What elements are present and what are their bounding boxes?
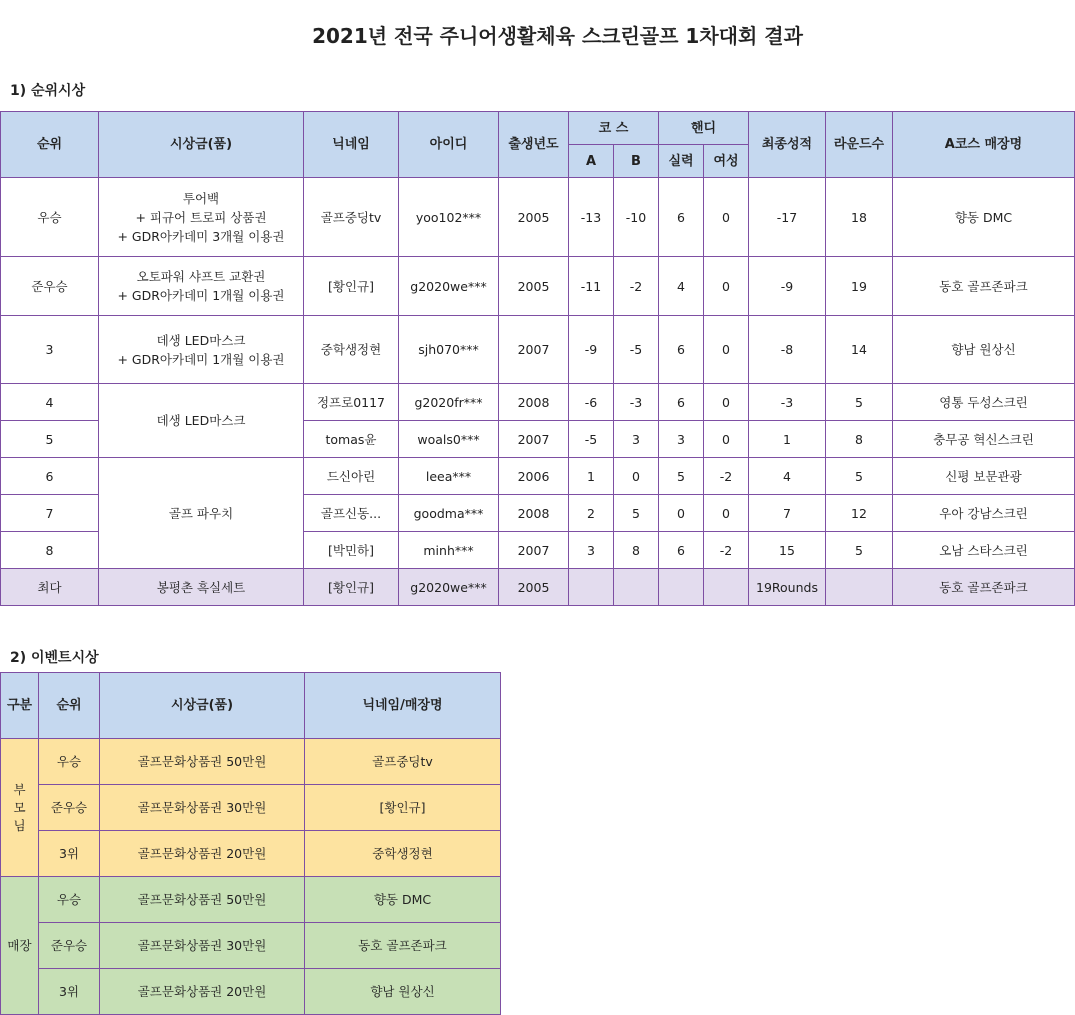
store-cell: 영통 두성스크린 (893, 384, 1075, 421)
rounds-cell (826, 569, 893, 606)
id-cell: sjh070*** (399, 316, 499, 384)
table-row (1, 384, 1075, 421)
course-b-cell: 5 (614, 495, 659, 532)
final-cell: -8 (749, 316, 826, 384)
store-cell: 신평 보문관광 (893, 458, 1075, 495)
rounds-cell: 5 (826, 458, 893, 495)
name-cell: 중학생정현 (305, 831, 501, 877)
table-row (1, 785, 501, 831)
store-cell: 향동 DMC (893, 178, 1075, 257)
course-b-cell: 3 (614, 421, 659, 458)
prize-line: 오토파워 샤프트 교환권 (136, 269, 266, 284)
course-b-cell: 8 (614, 532, 659, 569)
final-cell: 7 (749, 495, 826, 532)
female-cell (704, 569, 749, 606)
prize-cell: 골프문화상품권 20만원 (100, 831, 305, 877)
birth-cell: 2007 (499, 316, 569, 384)
prize-cell: 골프문화상품권 30만원 (100, 923, 305, 969)
final-cell: 15 (749, 532, 826, 569)
rank-cell: 우승 (1, 178, 99, 257)
rank-cell: 준우승 (1, 257, 99, 316)
prize-cell: 골프문화상품권 50만원 (100, 739, 305, 785)
prize-line: + GDR아카데미 1개월 이용권 (117, 351, 285, 367)
final-cell: 19Rounds (749, 569, 826, 606)
nickname-cell: 정프로0117 (304, 384, 399, 421)
store-cell: 오남 스타스크린 (893, 532, 1075, 569)
header-female: 여성 (704, 145, 749, 178)
course-b-cell: -2 (614, 257, 659, 316)
table-row (1, 877, 501, 923)
name-cell: 동호 골프존파크 (305, 923, 501, 969)
birth-cell: 2005 (499, 257, 569, 316)
rank-cell: 7 (1, 495, 99, 532)
rounds-cell: 12 (826, 495, 893, 532)
rounds-cell: 14 (826, 316, 893, 384)
final-cell: -9 (749, 257, 826, 316)
female-cell: 0 (704, 316, 749, 384)
rank-cell: 준우승 (39, 785, 100, 831)
event-table (0, 672, 501, 1015)
female-cell: 0 (704, 178, 749, 257)
section-heading-event: 2) 이벤트시상 (10, 650, 99, 666)
rounds-cell: 5 (826, 384, 893, 421)
store-cell: 향남 원상신 (893, 316, 1075, 384)
skill-cell: 6 (659, 178, 704, 257)
rank-cell: 5 (1, 421, 99, 458)
rank-cell: 4 (1, 384, 99, 421)
table-row (1, 178, 1075, 257)
prize-cell: 골프문화상품권 30만원 (100, 785, 305, 831)
female-cell: -2 (704, 458, 749, 495)
table-row (1, 831, 501, 877)
skill-cell: 4 (659, 257, 704, 316)
header-skill: 실력 (659, 145, 704, 178)
nickname-cell: 중학생정현 (304, 316, 399, 384)
birth-cell: 2005 (499, 178, 569, 257)
table-row (1, 316, 1075, 384)
header-rounds: 라운드수 (826, 112, 893, 178)
course-a-cell: 3 (569, 532, 614, 569)
skill-cell: 5 (659, 458, 704, 495)
id-cell: yoo102*** (399, 178, 499, 257)
prize-line: + 피규어 트로피 상품권 (135, 209, 267, 225)
group-char: 부 (13, 781, 26, 797)
course-b-cell: -5 (614, 316, 659, 384)
group-store-cell: 매장 (1, 877, 39, 1015)
prize-cell (99, 178, 304, 257)
nickname-cell: 골프신동... (304, 495, 399, 532)
rounds-cell: 5 (826, 532, 893, 569)
id-cell: leea*** (399, 458, 499, 495)
name-cell: [황인규] (305, 785, 501, 831)
name-cell: 향동 DMC (305, 877, 501, 923)
most-rounds-row (1, 569, 1075, 606)
nickname-cell: [황인규] (304, 569, 399, 606)
group-char: 모 (13, 799, 26, 815)
group-parent-cell (1, 739, 39, 877)
prize-cell (99, 257, 304, 316)
table-row (1, 969, 501, 1015)
nickname-cell: [박민하] (304, 532, 399, 569)
rank-cell: 준우승 (39, 923, 100, 969)
rank-cell: 8 (1, 532, 99, 569)
birth-cell: 2007 (499, 421, 569, 458)
female-cell: -2 (704, 532, 749, 569)
skill-cell: 6 (659, 384, 704, 421)
page-title: 2021년 전국 주니어생활체육 스크린골프 1차대회 결과 (312, 24, 803, 48)
header-rank: 순위 (1, 112, 99, 178)
final-cell: 4 (749, 458, 826, 495)
course-b-cell (614, 569, 659, 606)
prize-cell (99, 316, 304, 384)
course-b-cell: -10 (614, 178, 659, 257)
nickname-cell: tomas윤 (304, 421, 399, 458)
birth-cell: 2008 (499, 495, 569, 532)
female-cell: 0 (704, 421, 749, 458)
id-cell: woals0*** (399, 421, 499, 458)
course-b-cell: 0 (614, 458, 659, 495)
name-cell: 골프중딩tv (305, 739, 501, 785)
course-a-cell: -9 (569, 316, 614, 384)
rank-cell: 최다 (1, 569, 99, 606)
store-cell: 동호 골프존파크 (893, 569, 1075, 606)
skill-cell: 0 (659, 495, 704, 532)
header-id: 아이디 (399, 112, 499, 178)
header-course-b: B (614, 145, 659, 178)
id-cell: goodma*** (399, 495, 499, 532)
rank-cell: 3위 (39, 969, 100, 1015)
prize-line: + GDR아카데미 3개월 이용권 (117, 228, 285, 244)
birth-cell: 2008 (499, 384, 569, 421)
ranking-table (0, 111, 1075, 606)
nickname-cell: 골프중딩tv (304, 178, 399, 257)
id-cell: g2020we*** (399, 257, 499, 316)
header-course-a: A (569, 145, 614, 178)
skill-cell: 3 (659, 421, 704, 458)
table-row (1, 257, 1075, 316)
prize-cell: 골프 파우치 (99, 458, 304, 569)
header-prize: 시상금(품) (99, 112, 304, 178)
header-handicap: 핸디 (659, 112, 749, 145)
skill-cell: 6 (659, 316, 704, 384)
id-cell: minh*** (399, 532, 499, 569)
prize-cell: 골프문화상품권 50만원 (100, 877, 305, 923)
course-a-cell: -13 (569, 178, 614, 257)
table-row (1, 923, 501, 969)
course-a-cell: 1 (569, 458, 614, 495)
header-course: 코 스 (569, 112, 659, 145)
nickname-cell: [황인규] (304, 257, 399, 316)
header-birth-year: 출생년도 (499, 112, 569, 178)
header-prize: 시상금(품) (100, 673, 305, 739)
store-cell: 충무공 혁신스크린 (893, 421, 1075, 458)
skill-cell: 6 (659, 532, 704, 569)
name-cell: 향남 원상신 (305, 969, 501, 1015)
header-nickname: 닉네임 (304, 112, 399, 178)
header-final-score: 최종성적 (749, 112, 826, 178)
rank-cell: 우승 (39, 739, 100, 785)
prize-cell: 데생 LED마스크 (99, 384, 304, 458)
id-cell: g2020we*** (399, 569, 499, 606)
final-cell: -17 (749, 178, 826, 257)
prize-line: 투어백 (182, 190, 220, 206)
course-a-cell: -5 (569, 421, 614, 458)
rounds-cell: 19 (826, 257, 893, 316)
header-rank: 순위 (39, 673, 100, 739)
prize-line: 데생 LED마스크 (156, 332, 246, 348)
header-name: 닉네임/매장명 (305, 673, 501, 739)
prize-cell: 봉평촌 흑실세트 (99, 569, 304, 606)
birth-cell: 2006 (499, 458, 569, 495)
course-a-cell (569, 569, 614, 606)
final-cell: -3 (749, 384, 826, 421)
female-cell: 0 (704, 384, 749, 421)
table-row (1, 458, 1075, 495)
course-a-cell: 2 (569, 495, 614, 532)
store-cell: 동호 골프존파크 (893, 257, 1075, 316)
id-cell: g2020fr*** (399, 384, 499, 421)
birth-cell: 2007 (499, 532, 569, 569)
rounds-cell: 8 (826, 421, 893, 458)
rounds-cell: 18 (826, 178, 893, 257)
course-a-cell: -6 (569, 384, 614, 421)
course-a-cell: -11 (569, 257, 614, 316)
skill-cell (659, 569, 704, 606)
rank-cell: 6 (1, 458, 99, 495)
rank-cell: 3 (1, 316, 99, 384)
table-row (1, 739, 501, 785)
nickname-cell: 드신아린 (304, 458, 399, 495)
section-heading-ranking: 1) 순위시상 (10, 83, 86, 99)
rank-cell: 3위 (39, 831, 100, 877)
header-store: A코스 매장명 (893, 112, 1075, 178)
birth-cell: 2005 (499, 569, 569, 606)
store-cell: 우아 강남스크린 (893, 495, 1075, 532)
prize-cell: 골프문화상품권 20만원 (100, 969, 305, 1015)
female-cell: 0 (704, 257, 749, 316)
rank-cell: 우승 (39, 877, 100, 923)
group-char: 님 (13, 817, 26, 833)
header-group: 구분 (1, 673, 39, 739)
final-cell: 1 (749, 421, 826, 458)
prize-line: + GDR아카데미 1개월 이용권 (117, 288, 285, 303)
female-cell: 0 (704, 495, 749, 532)
course-b-cell: -3 (614, 384, 659, 421)
